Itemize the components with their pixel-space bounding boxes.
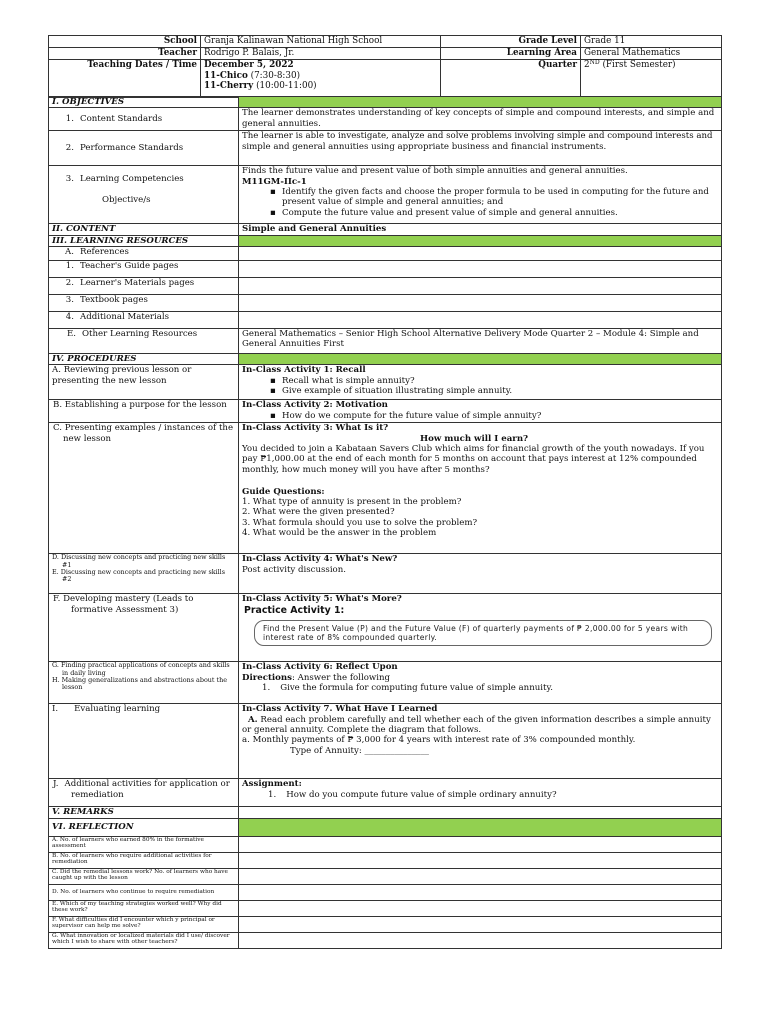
- learning-area-label: Learning Area: [441, 48, 581, 60]
- reflection-item: C. Did the remedial lessons work? No. of learners who have caught up with the lesson: [49, 868, 239, 884]
- guide-question: 2. What were the given presented?: [242, 507, 395, 518]
- procedure-a-label: A. Reviewing previous lesson or presenting the new lesson: [49, 365, 239, 400]
- guide-questions-title: Guide Questions:: [242, 486, 325, 497]
- remarks-heading: V. REMARKS: [49, 807, 239, 818]
- resource-value: [239, 277, 722, 294]
- teacher-value: Rodrigo P. Balais, Jr.: [201, 48, 441, 60]
- procedure-i-label: I. Evaluating learning: [49, 704, 239, 779]
- objectives-label: Objective/s: [102, 194, 151, 205]
- procedure-c-value: [239, 423, 722, 554]
- reflection-answer: [239, 900, 722, 916]
- procedure-c-label: C. Presenting examples / instances of the new lesson: [49, 423, 239, 554]
- teaching-dates-value: [201, 60, 441, 98]
- activity-title: In-Class Activity 3: What Is it?: [242, 423, 389, 434]
- practice-problem-box: Find the Present Value (P) and the Future Value (F) of quarterly payments of ₱ 2,000.00 for 5 years with interest rate of 8% compounded quarterly.: [254, 620, 712, 646]
- procedure-gh-label: G. Finding practical applications of concepts and skills in daily living H. Making generalizations and abstractions about the lesson: [49, 662, 239, 704]
- objectives-heading: I. OBJECTIVES: [49, 97, 239, 108]
- learning-resources-fill: [239, 235, 722, 246]
- assignment-title: Assignment:: [242, 779, 302, 790]
- procedure-f-value: [239, 594, 722, 662]
- school-label: School: [49, 36, 201, 48]
- procedure-j-value: [239, 779, 722, 807]
- procedure-de-value: [239, 554, 722, 594]
- objectives-heading-fill: [239, 97, 722, 108]
- procedure-a-value: [239, 365, 722, 400]
- directions-line: Directions: Answer the following: [242, 672, 391, 683]
- objective-bullet: ▪ Identify the given facts and choose the proper formula to be used in computing for the future and present value of simple and general annuities; and: [242, 187, 718, 208]
- section-cherry: 11-Cherry (10:00-11:00): [204, 81, 317, 92]
- learning-competencies-value: [239, 166, 722, 224]
- evaluation-item: a. Monthly payments of ₱ 3,000 for 4 years with interest rate of 3% compounded monthly.: [242, 735, 636, 746]
- procedure-gh-value: [239, 662, 722, 704]
- content-standards-value: The learner demonstrates understanding of key concepts of simple and compound interests, and simple and general annuities.: [239, 108, 722, 131]
- references-value: [239, 246, 722, 260]
- quarter-label: Quarter: [441, 60, 581, 98]
- guide-question: 4. What would be the answer in the problem: [242, 528, 437, 539]
- section-chico: 11-Chico (7:30-8:30): [204, 70, 301, 81]
- remarks-value: [239, 807, 722, 818]
- procedure-b-label: B. Establishing a purpose for the lesson: [49, 400, 239, 423]
- performance-standards-value: The learner is able to investigate, analyze and solve problems involving simple and compound interests and simple and general annuities using appropriate business and financial instruments.: [239, 131, 722, 166]
- guide-question: 3. What formula should you use to solve the problem?: [242, 517, 478, 528]
- reflection-item: F. What difficulties did I encounter which y principal or supervisor can help me solve?: [49, 916, 239, 932]
- resource-item: 4. Additional Materials: [49, 311, 239, 328]
- quarter-value: 2ND (First Semester): [581, 60, 722, 98]
- reflection-item: B. No. of learners who require additional activities for remediation: [49, 852, 239, 868]
- header-table: [48, 35, 722, 98]
- activity-bullet: ▪ How do we compute for the future value of simple annuity?: [242, 411, 718, 421]
- activity-text: Post activity discussion.: [242, 564, 347, 575]
- content-standards-label: 1. Content Standards: [49, 108, 239, 131]
- resource-value: [239, 260, 722, 277]
- evaluation-instructions: A. Read each problem carefully and tell whether each of the given information describes a simple annuity or general annuity. Complete the diagram that follows.: [242, 714, 711, 735]
- procedure-b-value: [239, 400, 722, 423]
- activity-bullet: ▪ Give example of situation illustrating simple annuity.: [242, 386, 718, 396]
- guide-question: 1. What type of annuity is present in the problem?: [242, 497, 462, 508]
- reflection-answer: [239, 932, 722, 948]
- other-resources-value: General Mathematics – Senior High School Alternative Delivery Mode Quarter 2 – Module 4: Simple and General Annuities First: [239, 328, 722, 353]
- teaching-date: December 5, 2022: [204, 60, 294, 70]
- procedure-i-value: [239, 704, 722, 779]
- reflection-item: A. No. of learners who earned 80% in the formative assessment: [49, 836, 239, 852]
- reflection-fill: [239, 818, 722, 836]
- activity-title: In-Class Activity 4: What's New?: [242, 554, 398, 565]
- teacher-label: Teacher: [49, 48, 201, 60]
- assignment-item: 1. How do you compute future value of simple ordinary annuity?: [268, 789, 557, 800]
- competency-code: M11GM-IIc-1: [242, 176, 307, 187]
- competency-text: Finds the future value and present value of both simple annuities and general annuities.: [242, 166, 628, 177]
- learning-area-value: General Mathematics: [581, 48, 722, 60]
- grade-level-value: Grade 11: [581, 36, 722, 48]
- reflection-answer: [239, 836, 722, 852]
- objective-bullet: ▪ Compute the future value and present value of simple and general annuities.: [242, 208, 718, 218]
- reflection-answer: [239, 868, 722, 884]
- learning-resources-heading: III. LEARNING RESOURCES: [49, 235, 239, 246]
- type-of-annuity-blank: Type of Annuity: _______________: [290, 745, 429, 756]
- resource-item: 3. Textbook pages: [49, 294, 239, 311]
- activity-bullet: ▪ Recall what is simple annuity?: [242, 376, 718, 386]
- practice-activity-title: Practice Activity 1:: [244, 604, 345, 616]
- resource-value: [239, 311, 722, 328]
- activity-title: In-Class Activity 1: Recall: [242, 365, 366, 376]
- content-value: Simple and General Annuities: [239, 224, 722, 235]
- activity-subtitle: How much will I earn?: [420, 433, 529, 444]
- activity-title: In-Class Activity 2: Motivation: [242, 400, 388, 411]
- activity-title: In-Class Activity 6: Reflect Upon: [242, 662, 398, 673]
- teaching-dates-label: Teaching Dates / Time: [49, 60, 201, 98]
- reflection-answer: [239, 884, 722, 900]
- content-heading: II. CONTENT: [49, 224, 239, 235]
- procedure-f-label: F. Developing mastery (Leads to formative Assessment 3): [49, 594, 239, 662]
- procedures-heading: IV. PROCEDURES: [49, 353, 239, 364]
- activity-title: In-Class Activity 7. What Have I Learned: [242, 704, 438, 715]
- school-value: Granja Kalinawan National High School: [201, 36, 441, 48]
- reflection-answer: [239, 852, 722, 868]
- resource-value: [239, 294, 722, 311]
- grade-level-label: Grade Level: [441, 36, 581, 48]
- activity-item: 1. Give the formula for computing future value of simple annuity.: [262, 682, 553, 693]
- problem-text: You decided to join a Kabataan Savers Club which aims for financial growth of the youth nowadays. If you pay ₱1,000.00 at the end of each month for 5 months on account that pays interest at 12% compounded monthly, how much money will you have after 5 months?: [242, 443, 705, 475]
- resource-item: 2. Learner's Materials pages: [49, 277, 239, 294]
- other-resources-label: E. Other Learning Resources: [49, 328, 239, 353]
- reflection-answer: [239, 916, 722, 932]
- activity-title: In-Class Activity 5: What's More?: [242, 594, 402, 605]
- resource-item: 1. Teacher's Guide pages: [49, 260, 239, 277]
- procedures-fill: [239, 353, 722, 364]
- reflection-item: E. Which of my teaching strategies worked well? Why did these work?: [49, 900, 239, 916]
- learning-competencies-label: 3. Learning Competencies Objective/s: [49, 166, 239, 224]
- reflection-item: D. No. of learners who continue to require remediation: [49, 884, 239, 900]
- performance-standards-label: 2. Performance Standards: [49, 131, 239, 166]
- lesson-plan-table: [48, 96, 722, 949]
- procedure-de-label: D. Discussing new concepts and practicing new skills #1 E. Discussing new concepts and practicing new skills #2: [49, 554, 239, 594]
- reflection-heading: VI. REFLECTION: [49, 818, 239, 836]
- references-label: A. References: [49, 246, 239, 260]
- reflection-item: G. What innovation or localized materials did I use/ discover which I wish to share with other teachers?: [49, 932, 239, 948]
- procedure-j-label: J. Additional activities for application or remediation: [49, 779, 239, 807]
